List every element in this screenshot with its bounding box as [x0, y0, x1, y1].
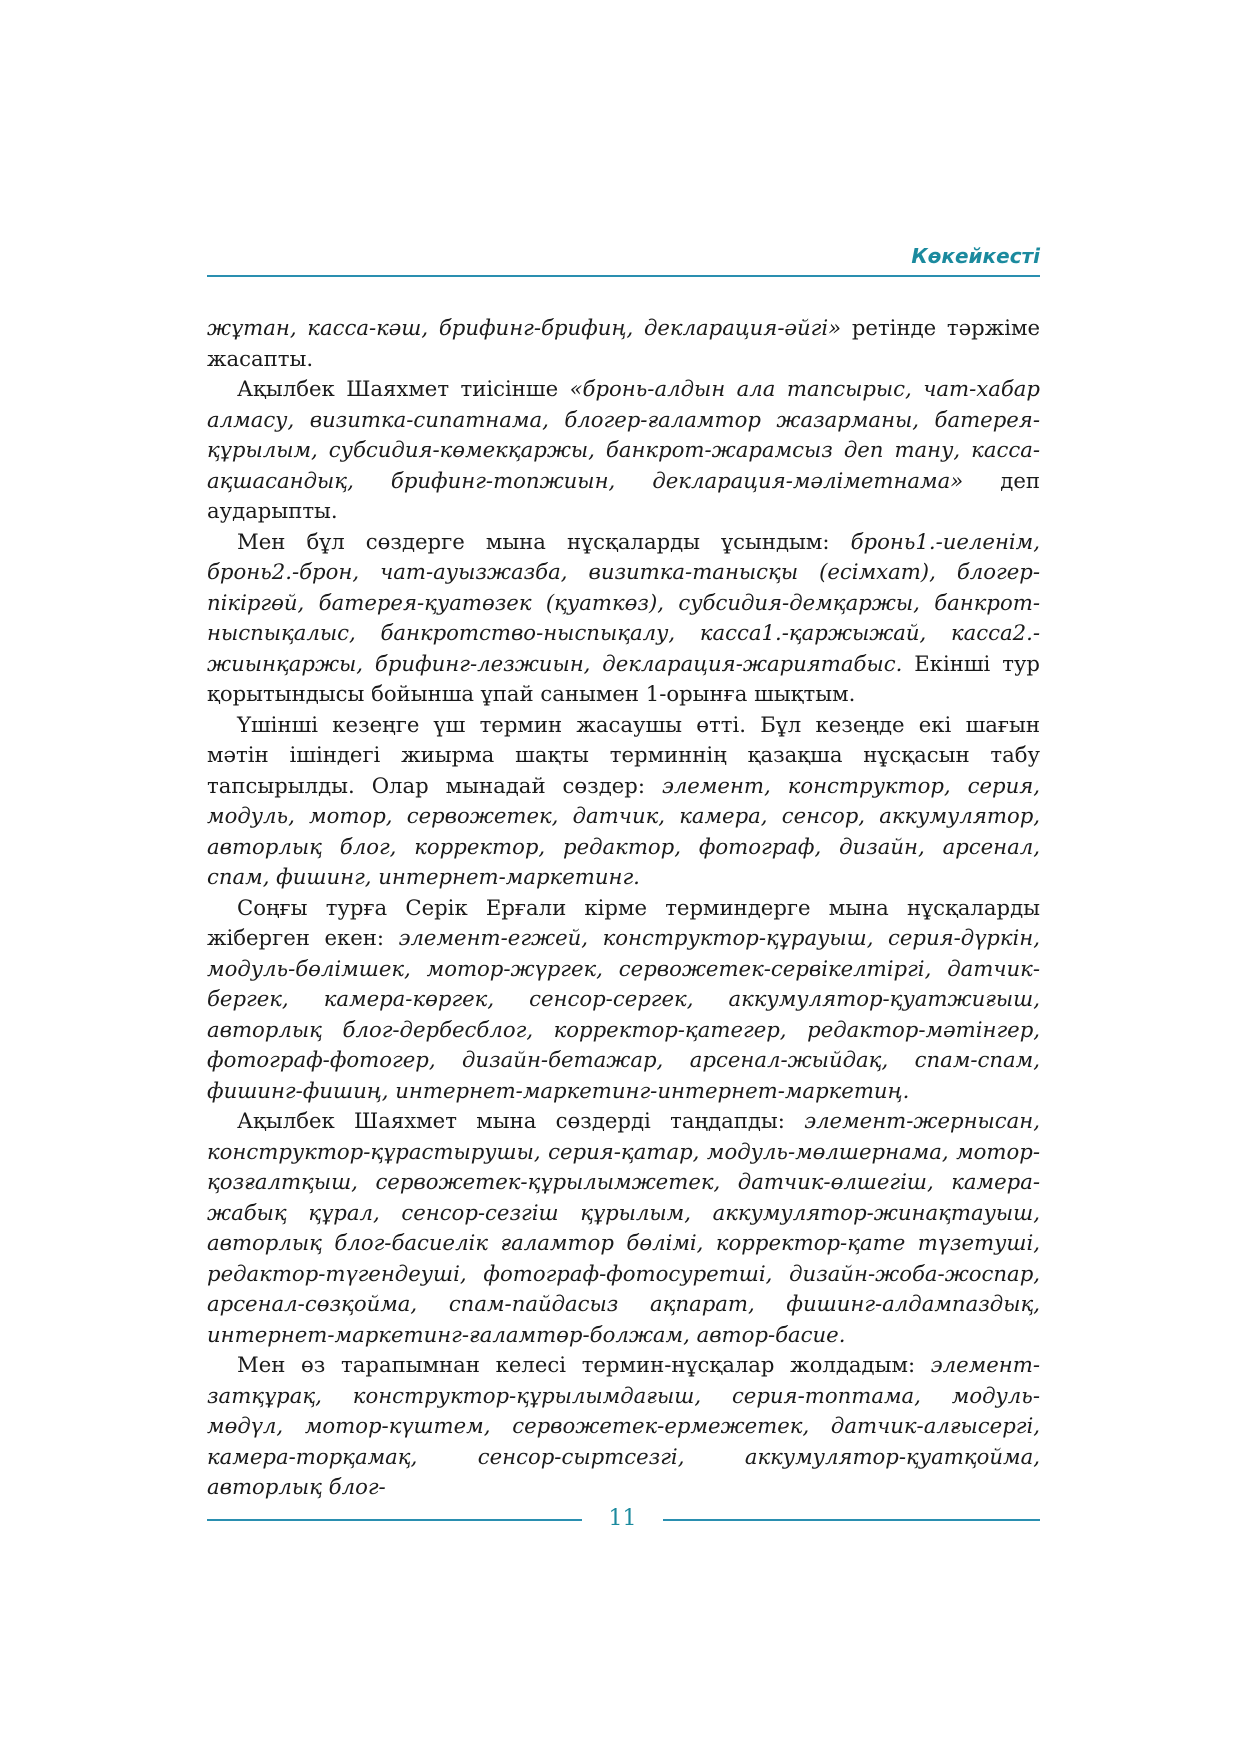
- paragraph-2-italic: «бронь-алдын ала тапсырыс, чат-хабар алмасу, визитка-сипатнама, блогер-ғаламтор жазарманы, батерея-құрылым, субсидия-көмекқаржы, банкрот-жарамсыз деп тану, касса-ақшасандық, брифинг-топжиын, декларация-мәліметнама»: [207, 376, 1040, 493]
- paragraph-6-lead: Ақылбек Шаяхмет мына сөздерді таңдапды:: [237, 1108, 805, 1133]
- paragraph-2-lead: Ақылбек Шаяхмет тиісінше: [237, 376, 570, 401]
- paragraph-3-lead: Мен бұл сөздерге мына нұсқаларды ұсындым:: [237, 528, 851, 554]
- paragraph-5: [207, 893, 1040, 1107]
- running-header-title: Көкейкесті: [911, 244, 1040, 268]
- paragraph-2-tail: деп аударыпты.: [207, 467, 1040, 523]
- paragraph-5-italic: элемент-егжей, конструктор-құрауыш, серия-дүркін, модуль-бөлімшек, мотор-жүргек, сервожетек-сервікелтіргі, датчик-бергек, камера-көргек, сенсор-сергек, аккумулятор-қуатжиғыш, авторлық блог-дербесблог, корректор-қатегер, редактор-мәтінгер, фотограф-фотогер, дизайн-бетажар, арсенал-жыйдақ, спам-спам, фишинг-фишиң, интернет-маркетинг-интернет-маркетиң.: [207, 925, 1040, 1103]
- paragraph-7: [207, 1350, 1040, 1503]
- paragraph-4: [207, 710, 1040, 893]
- paragraph-6: [207, 1106, 1040, 1350]
- paragraph-3-tail: Екінші тур қорытындысы бойынша ұпай санымен 1-орынға шықтым.: [207, 650, 1040, 706]
- footer-rule-left: [207, 1519, 582, 1521]
- paragraph-4-lead: Үшінші кезеңге үш термин жасаушы өтті. Бұл кезеңде екі шағын мәтін ішіндегі жиырма шақты терминнің қазақша нұсқасын табу тапсырылды. Олар мынадай сөздер:: [207, 711, 1040, 798]
- page-number: 11: [608, 1506, 637, 1531]
- paragraph-4-italic: элемент, конструктор, серия, модуль, мотор, сервожетек, датчик, камера, сенсор, аккумулятор, авторлық блог, корректор, редактор, фотограф, дизайн, арсенал, спам, фишинг, интернет-маркетинг.: [207, 772, 1040, 889]
- paragraph-7-italic: элемент-затқұрақ, конструктор-құрылымдағыш, серия-топтама, модуль-мөдүл, мотор-күштем, сервожетек-ермежетек, датчик-алғысергі, камера-торқамақ, сенсор-сыртсезгі, аккумулятор-қуатқойма, авторлық блог-: [207, 1352, 1040, 1499]
- paragraph-1: [207, 313, 1040, 374]
- paragraph-3-italic: бронь1.-иеленім, бронь2.-брон, чат-ауызжазба, визитка-танысқы (есімхат), блогер-пікіргөй, батерея-қуатөзек (қуаткөз), субсидия-демқаржы, банкрот-ныспықалыс, банкротство-ныспықалу, касса1.-қаржыжай, касса2.-жиынқаржы, брифинг-лезжиын, декларация-жариятабыс.: [207, 528, 1040, 676]
- paragraph-1-tail: ретінде тәржіме жасапты.: [207, 315, 1040, 371]
- paragraph-7-lead: Мен өз тарапымнан келесі термин-нұсқалар жолдадым:: [237, 1352, 931, 1377]
- header-rule: [207, 275, 1040, 277]
- paragraph-5-lead: Соңғы турға Серік Ерғали кірме терминдерге мына нұсқаларды жіберген екен:: [207, 894, 1040, 950]
- paragraph-2: [207, 374, 1040, 527]
- paragraph-1-italic: жұтан, касса-кәш, брифинг-брифиң, декларация-әйгі»: [207, 315, 842, 340]
- paragraph-6-italic: элемент-жернысан, конструктор-құрастырушы, серия-қатар, модуль-мөлшернама, мотор-қозғалтқыш, сервожетек-құрылымжетек, датчик-өлшегіш, камера-жабық құрал, сенсор-сезгіш құрылым, аккумулятор-жинақтауыш, авторлық блог-басиелік ғаламтор бөлімі, корректор-қате түзетуші, редактор-түгендеуші, фотограф-фотосуретші, дизайн-жоба-жоспар, арсенал-сөзқойма, спам-пайдасыз ақпарат, фишинг-алдампаздық, интернет-маркетинг-ғаламтөр-болжам, автор-басие.: [207, 1108, 1040, 1347]
- body-text: [207, 313, 1040, 1503]
- footer-rule-right: [663, 1519, 1040, 1521]
- paragraph-3: [207, 527, 1040, 710]
